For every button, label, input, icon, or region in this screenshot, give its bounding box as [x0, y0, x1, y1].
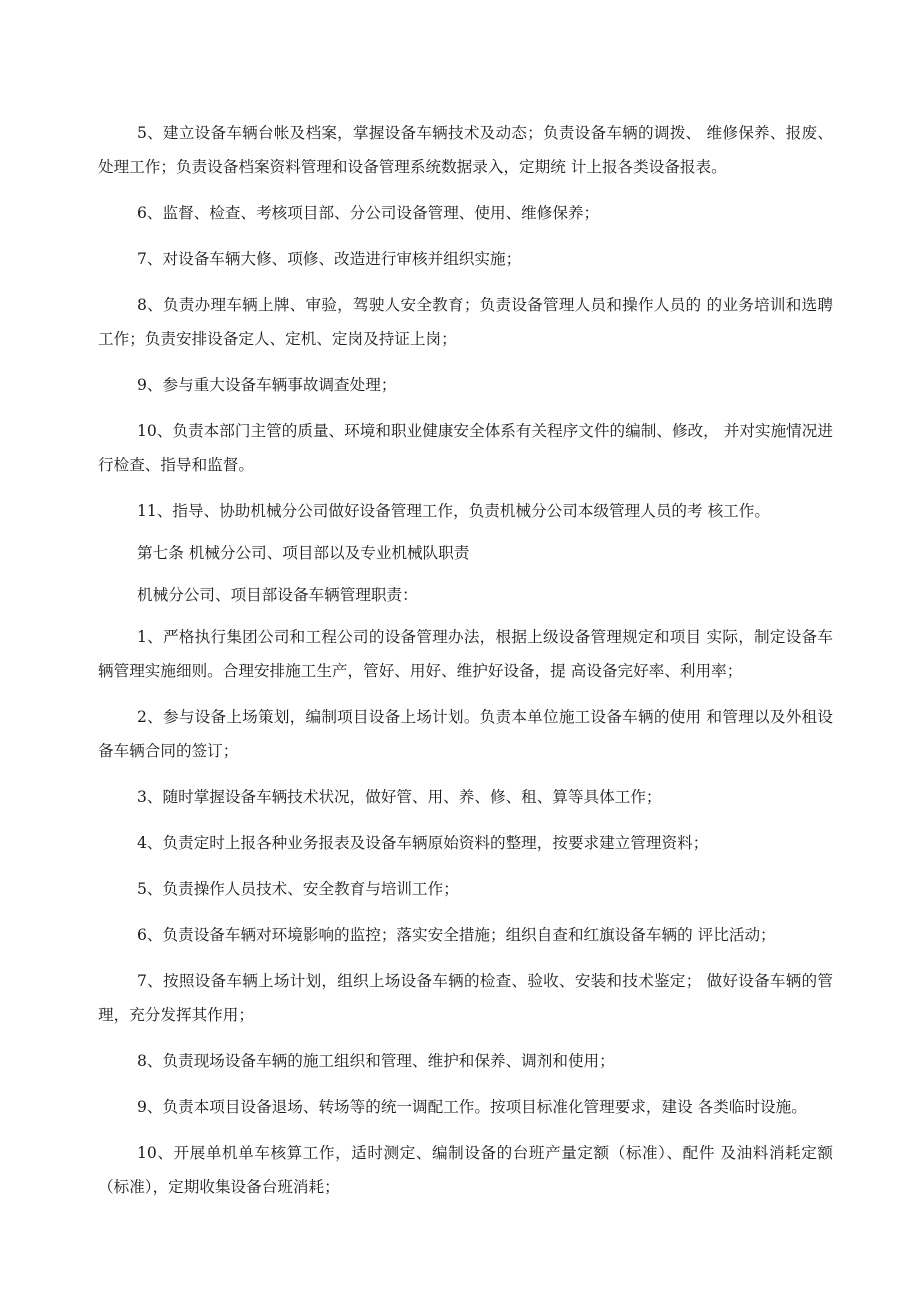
paragraph-10: 1、严格执行集团公司和工程公司的设备管理办法，根据上级设备管理规定和项目 实际，制定设备车辆管理实施细则。合理安排施工生产，管好、用好、维护好设备，提 高设备完好率、利用率； — [98, 628, 833, 680]
paragraph-18: 9、负责本项目设备退场、转场等的统一调配工作。按项目标准化管理要求，建设 各类临时设施。 — [137, 1098, 807, 1116]
paragraph-2: 6、监督、检查、考核项目部、分公司设备管理、使用、维修保养； — [137, 204, 600, 222]
paragraph-13: 4、负责定时上报各种业务报表及设备车辆原始资料的整理，按要求建立管理资料； — [137, 834, 709, 852]
paragraph-16: 7、按照设备车辆上场计划，组织上场设备车辆的检查、验收、安装和技术鉴定； 做好设备车辆的管理，充分发挥其作用； — [98, 972, 833, 1024]
paragraph-4: 8、负责办理车辆上牌、审验，驾驶人安全教育；负责设备管理人员和操作人员的 的业务培训和选聘工作；负责安排设备定人、定机、定岗及持证上岗； — [98, 296, 833, 348]
section-subheading: 机械分公司、项目部设备车辆管理职责： — [137, 586, 418, 604]
paragraph-19: 10、开展单机单车核算工作，适时测定、编制设备的台班产量定额（标准）、配件 及油料消耗定额（标准），定期收集设备台班消耗； — [98, 1144, 833, 1196]
paragraph-5: 9、参与重大设备车辆事故调查处理； — [137, 376, 397, 394]
paragraph-6: 10、负责本部门主管的质量、环境和职业健康安全体系有关程序文件的编制、修改， 并对实施情况进行检查、指导和监督。 — [98, 422, 833, 474]
paragraph-14: 5、负责操作人员技术、安全教育与培训工作； — [137, 880, 459, 898]
paragraph-3: 7、对设备车辆大修、项修、改造进行审核并组织实施； — [137, 250, 522, 268]
paragraph-17: 8、负责现场设备车辆的施工组织和管理、维护和保养、调剂和使用； — [137, 1052, 615, 1070]
paragraph-12: 3、随时掌握设备车辆技术状况，做好管、用、养、修、租、算等具体工作； — [137, 788, 662, 806]
paragraph-11: 2、参与设备上场策划，编制项目设备上场计划。负责本单位施工设备车辆的使用 和管理以及外租设备车辆合同的签订； — [98, 708, 833, 760]
paragraph-1: 5、建立设备车辆台帐及档案，掌握设备车辆技术及动态；负责设备车辆的调拨、 维修保养、报废、处理工作；负责设备档案资料管理和设备管理系统数据录入，定期统 计上报各类设备报表。 — [98, 124, 833, 176]
document-page — [98, 116, 833, 1216]
section-heading: 第七条 机械分公司、项目部以及专业机械队职责 — [137, 544, 470, 562]
paragraph-15: 6、负责设备车辆对环境影响的监控；落实安全措施；组织自查和红旗设备车辆的 评比活动； — [137, 926, 776, 944]
paragraph-7: 11、指导、协助机械分公司做好设备管理工作，负责机械分公司本级管理人员的考 核工作。 — [137, 502, 770, 520]
